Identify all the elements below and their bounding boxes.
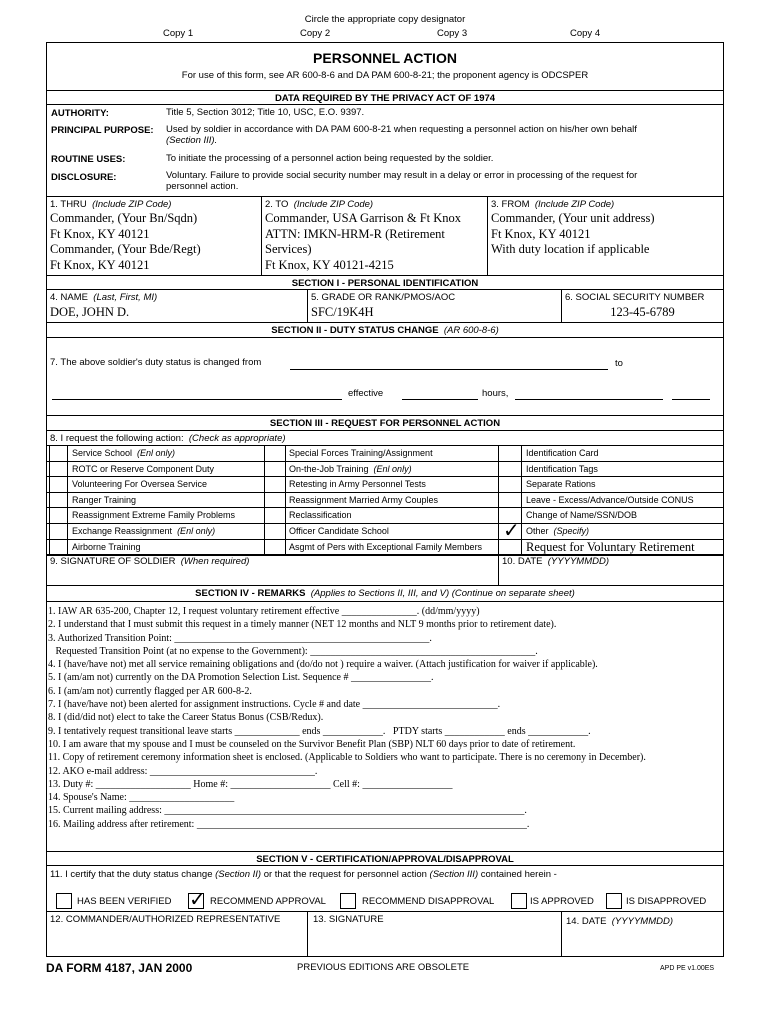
action-checkbox[interactable] — [50, 540, 67, 554]
action-option-hint: (Enl only) — [368, 463, 412, 474]
name-label: 4. NAME (Last, First, MI) — [50, 292, 158, 303]
form-title: PERSONNEL ACTION — [313, 50, 457, 66]
action-option-col2-3: Reassignment Married Army Couples — [289, 494, 439, 505]
action-checkbox[interactable] — [50, 446, 67, 460]
action-option-col1-4: Reassignment Extreme Family Problems — [72, 510, 236, 521]
action-checkbox[interactable] — [265, 462, 282, 476]
approval-option-label: IS APPROVED — [530, 896, 594, 907]
copy-1-designator[interactable]: Copy 1 — [163, 28, 194, 39]
copy-3-designator[interactable]: Copy 3 — [437, 28, 468, 39]
status-to-field[interactable] — [52, 399, 342, 400]
approval-option-label: HAS BEEN VERIFIED — [77, 896, 172, 907]
action-option-col2-6: Asgmt of Pers with Exceptional Family Members — [289, 541, 483, 552]
remark-line: 15. Current mailing address: ________________________________________________________________________. — [48, 805, 527, 817]
action-option-col1-0: Service School (Enl only) — [72, 448, 176, 458]
remark-line: 5. I (am/am not) currently on the DA Promotion Selection List. Sequence # ________________. — [48, 672, 434, 684]
authority-text: Title 5, Section 3012; Title 10, USC, E.O. 9397. — [166, 107, 365, 118]
signature-13-label: 13. SIGNATURE — [313, 914, 384, 925]
action-checkbox[interactable] — [500, 540, 517, 554]
date-10-field[interactable] — [502, 570, 720, 583]
action-option-col2-0: Special Forces Training/Assignment — [289, 448, 433, 458]
action-checkbox[interactable] — [265, 540, 282, 554]
thru-line: Commander, (Your Bn/Sqdn) — [50, 211, 198, 225]
action-option-hint: (Enl only) — [132, 448, 176, 458]
status-from-field[interactable] — [290, 369, 608, 370]
action-checkbox[interactable] — [50, 462, 67, 476]
remark-line: 14. Spouse's Name: _____________________ — [48, 792, 235, 804]
section-2-heading: SECTION II - DUTY STATUS CHANGE (AR 600-8-6) — [271, 325, 499, 336]
action-checkbox[interactable] — [265, 508, 282, 522]
remark-line: 1. IAW AR 635-200, Chapter 12, I request voluntary retirement effective _______________. (dd/mm/yyyy) — [48, 606, 480, 617]
principal-purpose-text-2: (Section III). — [166, 135, 218, 146]
disclosure-text-2: personnel action. — [166, 181, 239, 192]
remark-line: 9. I tentatively request transitional leave starts _____________ ends ____________. PTDY starts ____________ ends ____________. — [48, 725, 591, 737]
soldier-signature-field[interactable] — [52, 570, 492, 583]
date-14-label: 14. DATE (YYYYMMDD) — [566, 916, 673, 927]
to-label: 2. TO (Include ZIP Code) — [265, 199, 374, 210]
copy-2-designator[interactable]: Copy 2 — [300, 28, 331, 39]
to-line: ATTN: IMKN-HRM-R (Retirement — [265, 226, 445, 241]
routine-uses-text: To initiate the processing of a personnel action being requested by the soldier. — [166, 153, 494, 164]
thru-line: Ft Knox, KY 40121 — [50, 226, 150, 241]
action-option-col1-1: ROTC or Reserve Component Duty — [72, 463, 215, 474]
remark-line: 4. I (have/have not) met all service remaining obligations and (do/do not ) require a waiver. (Attach justification for waiver if applicable). — [48, 659, 598, 671]
thru-address[interactable] — [50, 211, 201, 273]
approval-checkbox[interactable] — [56, 893, 72, 909]
to-address[interactable] — [265, 211, 461, 273]
remark-line: 8. I (did/did not) elect to take the Career Status Bonus (CSB/Redux). — [48, 712, 324, 724]
commander-rep-field[interactable] — [52, 928, 302, 954]
thru-label: 1. THRU (Include ZIP Code) — [50, 199, 172, 210]
principal-purpose-text: Used by soldier in accordance with DA PAM 600-8-21 when requesting a personnel action on his/her own behalf — [166, 124, 637, 135]
remark-line: 7. I (have/have not) been alerted for assignment instructions. Cycle # and date ___________________________. — [48, 699, 501, 711]
remark-line: 11. Copy of retirement ceremony information sheet is enclosed. (Applicable to Soldiers who want to participate. There is no ceremony in December). — [48, 752, 646, 764]
hours-field[interactable] — [515, 399, 663, 400]
privacy-heading: DATA REQUIRED BY THE PRIVACY ACT OF 1974 — [274, 93, 496, 104]
ssn-label: 6. SOCIAL SECURITY NUMBER — [565, 292, 705, 303]
remarks-area[interactable] — [48, 605, 720, 831]
other-specify-value[interactable]: Request for Voluntary Retirement — [526, 539, 695, 554]
action-option-hint: (Enl only) — [172, 526, 216, 536]
remark-line: 2. I understand that I must submit this request in a timely manner (NET 12 months and NLT 9 months prior to retirement date). — [48, 619, 557, 631]
action-option-col2-5: Officer Candidate School — [289, 526, 389, 536]
to-text: to — [615, 358, 623, 369]
action-option-col1-5: Exchange Reassignment (Enl only) — [72, 526, 216, 536]
item-8-label: 8. I request the following action: (Check as appropriate) — [50, 433, 286, 444]
remark-line: 3. Authorized Transition Point: ___________________________________________________. — [48, 632, 432, 644]
from-line: Commander, (Your unit address) — [491, 211, 655, 225]
grade-label: 5. GRADE OR RANK/PMOS/AOC — [311, 292, 456, 303]
from-line: With duty location if applicable — [491, 242, 650, 256]
action-option-col1-6: Airborne Training — [72, 541, 141, 552]
action-option-col3-3: Leave - Excess/Advance/Outside CONUS — [526, 494, 694, 505]
section-5-heading: SECTION V - CERTIFICATION/APPROVAL/DISAPPROVAL — [256, 854, 514, 865]
grade-field[interactable]: SFC/19K4H — [311, 305, 374, 319]
action-checkbox[interactable] — [50, 477, 67, 491]
section-4-heading: SECTION IV - REMARKS (Applies to Sections II, III, and V) (Continue on separate sheet) — [195, 588, 575, 599]
to-line: Ft Knox, KY 40121-4215 — [265, 257, 394, 272]
copy-4-designator[interactable]: Copy 4 — [570, 28, 601, 39]
approval-option-label: RECOMMEND APPROVAL — [210, 896, 326, 907]
approval-checkbox[interactable] — [340, 893, 356, 909]
action-option-col2-1: On-the-Job Training (Enl only) — [289, 463, 412, 474]
signature-13-field[interactable] — [313, 928, 557, 954]
action-option-hint: (Specify) — [548, 526, 590, 536]
thru-line: Ft Knox, KY 40121 — [50, 257, 150, 272]
action-option-col3-1: Identification Tags — [526, 463, 598, 474]
editions-note: PREVIOUS EDITIONS ARE OBSOLETE — [297, 962, 470, 973]
to-line: Commander, USA Garrison & Ft Knox — [265, 211, 462, 225]
action-option-col3-0: Identification Card — [526, 448, 599, 458]
disclosure-label: DISCLOSURE: — [51, 172, 117, 183]
apd-version: APD PE v1.00ES — [660, 965, 715, 972]
name-field[interactable]: DOE, JOHN D. — [50, 305, 130, 319]
form-id: DA FORM 4187, JAN 2000 — [46, 961, 193, 975]
action-option-col3-4: Change of Name/SSN/DOB — [526, 510, 638, 521]
remark-line: 13. Duty #: ___________________ Home #: ____________________ Cell #: __________________ — [48, 778, 453, 790]
action-checkbox[interactable] — [50, 524, 67, 538]
soldier-signature-label: 9. SIGNATURE OF SOLDIER (When required) — [50, 556, 250, 567]
from-label: 3. FROM (Include ZIP Code) — [491, 199, 615, 210]
item-11-label: 11. I certify that the duty status change (Section II) or that the request for personnel action (Section III) contained herein - — [50, 869, 557, 880]
date-10-label: 10. DATE (YYYYMMDD) — [502, 556, 609, 567]
action-option-col2-2: Retesting in Army Personnel Tests — [289, 479, 426, 490]
effective-date-field[interactable] — [402, 399, 478, 400]
from-address[interactable] — [491, 211, 655, 258]
section-3-heading: SECTION III - REQUEST FOR PERSONNEL ACTION — [269, 418, 501, 429]
date-14-field[interactable] — [566, 930, 720, 954]
item-7-label: 7. The above soldier's duty status is changed from — [50, 357, 262, 368]
remark-line: 12. AKO e-mail address: _________________________________. — [48, 765, 318, 777]
remark-line: 6. I (am/am not) currently flagged per AR 600-8-2. — [48, 685, 252, 697]
copy-instruction: Circle the appropriate copy designator — [304, 14, 466, 25]
action-checkbox[interactable] — [265, 477, 282, 491]
action-option-col1-2: Volunteering For Oversea Service — [72, 479, 208, 490]
action-checkbox[interactable] — [500, 493, 517, 507]
action-checkbox[interactable] — [500, 446, 517, 460]
remark-line: Requested Transition Point (at no expense to the Government): _____________________________________________. — [48, 645, 538, 657]
hours-extra-field[interactable] — [672, 399, 710, 400]
action-checkbox[interactable] — [500, 477, 517, 491]
action-checkbox[interactable] — [50, 508, 67, 522]
action-checkbox[interactable] — [265, 446, 282, 460]
form-subtitle: For use of this form, see AR 600-8-6 and DA PAM 600-8-21; the proponent agency is ODCSPER — [181, 70, 589, 81]
action-checkbox[interactable] — [500, 462, 517, 476]
approval-checkbox[interactable] — [606, 893, 622, 909]
action-option-col1-3: Ranger Training — [72, 494, 137, 505]
check-mark-icon: ✓ — [189, 887, 206, 911]
hours-text: hours, — [482, 388, 509, 399]
check-mark-icon: ✓ — [503, 518, 520, 542]
remark-line: 16. Mailing address after retirement: __________________________________________________________________. — [48, 818, 530, 830]
action-option-col3-2: Separate Rations — [526, 479, 596, 490]
approval-checkbox[interactable] — [511, 893, 527, 909]
routine-uses-label: ROUTINE USES: — [51, 154, 126, 165]
effective-text: effective — [348, 388, 384, 399]
from-line: Ft Knox, KY 40121 — [491, 226, 591, 241]
remark-line: 10. I am aware that my spouse and I must be counseled on the Survivor Benefit Plan (SBP) NLT 60 days prior to date of retirement. — [48, 738, 576, 750]
to-line: Services) — [265, 242, 312, 256]
action-checkbox[interactable] — [265, 493, 282, 507]
approval-option-label: IS DISAPPROVED — [626, 896, 707, 907]
action-checkbox[interactable] — [265, 524, 282, 538]
approval-option-label: RECOMMEND DISAPPROVAL — [362, 896, 495, 907]
section-1-heading: SECTION I - PERSONAL IDENTIFICATION — [291, 278, 479, 289]
principal-purpose-label: PRINCIPAL PURPOSE: — [51, 125, 154, 136]
disclosure-text: Voluntary. Failure to provide social security number may result in a delay or error in processing of the request for — [166, 170, 638, 181]
action-option-col2-4: Reclassification — [289, 510, 352, 521]
action-option-col3-5: Other (Specify) — [526, 526, 590, 536]
ssn-field[interactable]: 123-45-6789 — [610, 305, 675, 319]
authority-label: AUTHORITY: — [51, 108, 109, 119]
thru-line: Commander, (Your Bde/Regt) — [50, 242, 201, 256]
commander-rep-label: 12. COMMANDER/AUTHORIZED REPRESENTATIVE — [50, 914, 281, 925]
action-checkbox[interactable] — [50, 493, 67, 507]
